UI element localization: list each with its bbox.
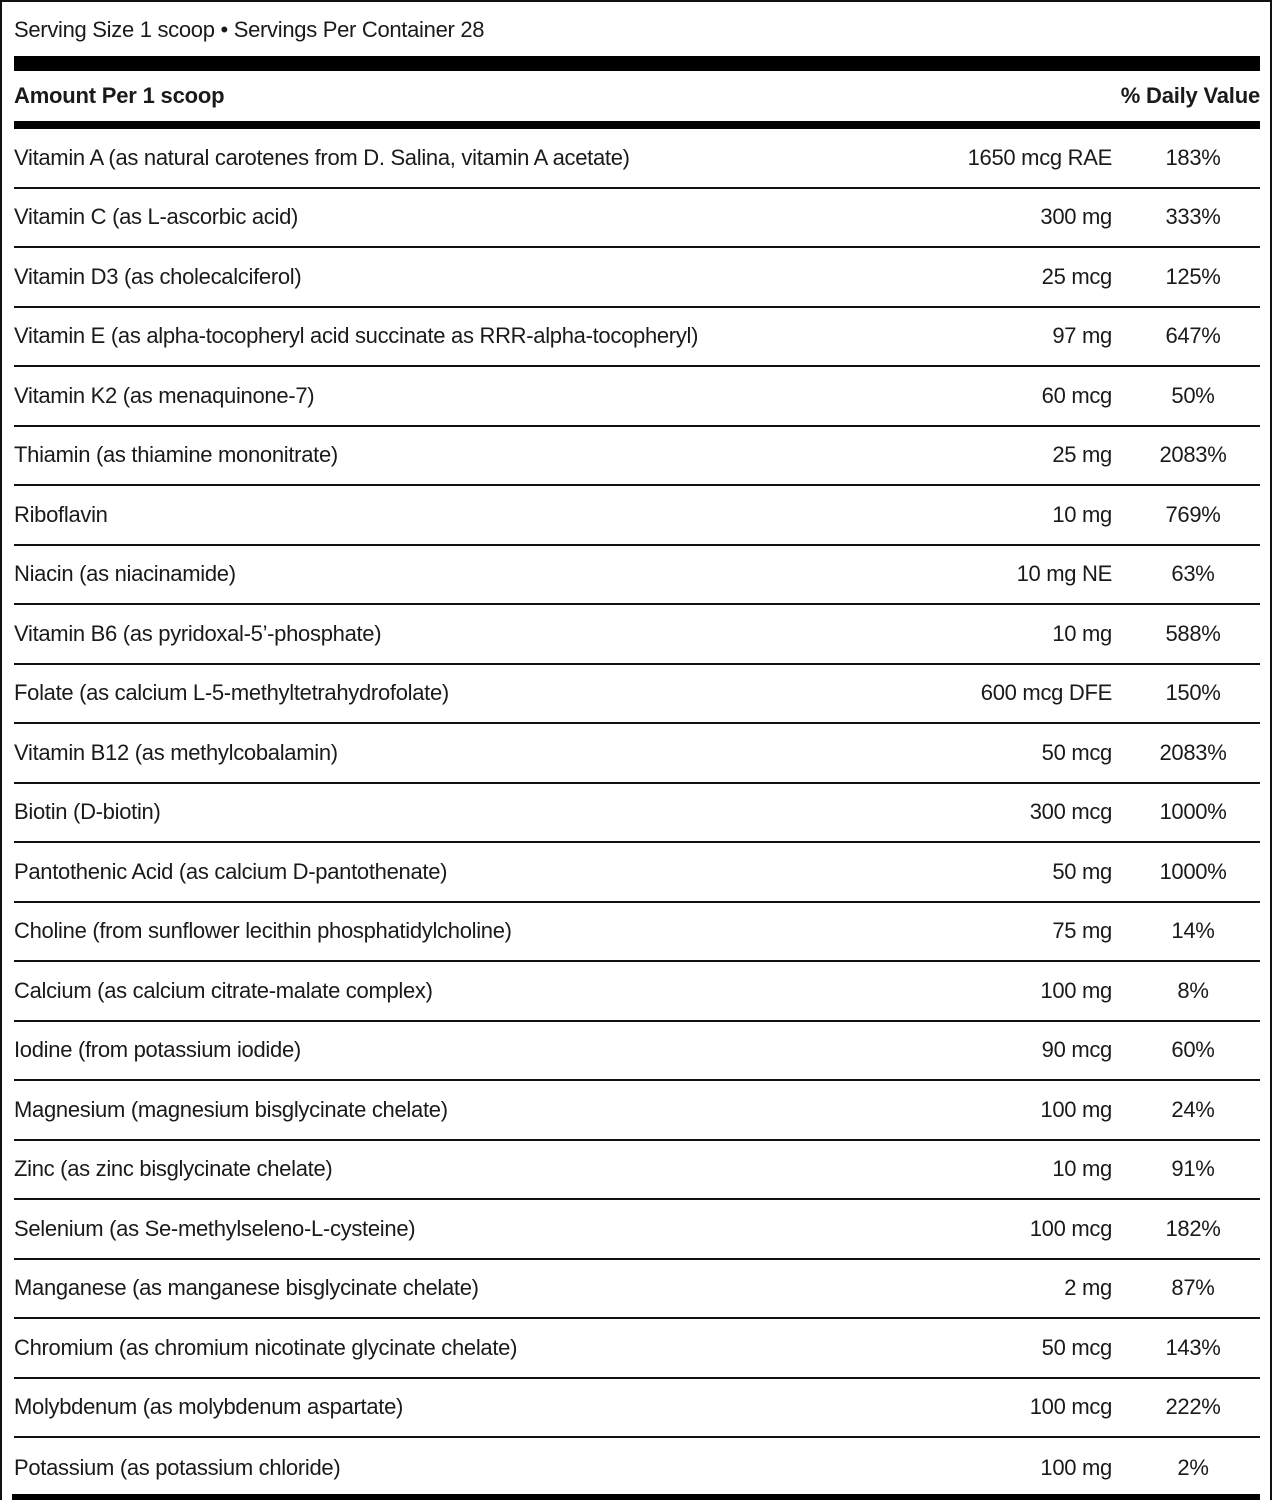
nutrient-name: Chromium (as chromium nicotinate glycinate chelate) [14,1334,518,1360]
nutrient-name: Vitamin B12 (as methylcobalamin) [14,739,338,765]
nutrient-daily-value: 647% [1165,323,1221,349]
nutrient-name: Zinc (as zinc bisglycinate chelate) [14,1156,333,1182]
nutrient-name: Vitamin A (as natural carotenes from D. Salina, vitamin A acetate) [14,144,630,170]
nutrient-daily-value: 588% [1165,620,1221,646]
thick-divider [14,56,1260,71]
nutrient-row [14,903,1260,963]
serving-info: Serving Size 1 scoop • Servings Per Container 28 [14,17,485,42]
nutrient-daily-value: 769% [1165,501,1221,527]
nutrient-daily-value: 222% [1165,1394,1221,1420]
nutrient-list [14,129,1260,1498]
nutrient-daily-value: 1000% [1159,799,1227,825]
amount-per-serving-header: Amount Per 1 scoop [14,83,225,108]
nutrient-name: Calcium (as calcium citrate-malate complex) [14,977,433,1003]
nutrient-daily-value: 91% [1171,1156,1215,1182]
nutrient-row [14,1022,1260,1082]
nutrient-name: Vitamin C (as L-ascorbic acid) [14,204,299,230]
nutrient-daily-value: 87% [1171,1275,1215,1301]
nutrient-row [14,665,1260,725]
column-header-row [14,71,1260,121]
nutrient-row [14,724,1260,784]
nutrient-row [14,189,1260,249]
header-divider [14,121,1260,129]
nutrient-name: Folate (as calcium L-5-methyltetrahydrofolate) [14,680,449,706]
nutrient-name: Magnesium (magnesium bisglycinate chelate) [14,1096,448,1122]
nutrient-daily-value: 2083% [1159,739,1227,765]
nutrient-amount: 100 mcg [1029,1394,1112,1420]
nutrient-daily-value: 1000% [1159,858,1227,884]
nutrient-amount: 50 mcg [1041,1334,1112,1360]
nutrient-name: Niacin (as niacinamide) [14,561,236,587]
nutrient-amount: 600 mcg DFE [980,680,1112,706]
nutrient-name: Iodine (from potassium iodide) [14,1037,301,1063]
nutrient-daily-value: 63% [1171,561,1215,587]
nutrient-daily-value: 60% [1171,1037,1215,1063]
nutrient-amount: 100 mcg [1029,1215,1112,1241]
nutrient-name: Riboflavin [14,501,108,527]
nutrient-amount: 60 mcg [1041,382,1112,408]
nutrient-amount: 90 mcg [1041,1037,1112,1063]
nutrient-row [14,605,1260,665]
nutrient-name: Manganese (as manganese bisglycinate chelate) [14,1275,479,1301]
nutrient-daily-value: 14% [1171,918,1215,944]
nutrient-row [14,129,1260,189]
nutrient-name: Choline (from sunflower lecithin phosphatidylcholine) [14,918,512,944]
nutrient-row [14,1379,1260,1439]
nutrient-row [14,308,1260,368]
nutrient-amount: 50 mg [1052,858,1112,884]
nutrient-name: Vitamin B6 (as pyridoxal-5’-phosphate) [14,620,382,646]
nutrient-row [14,486,1260,546]
nutrient-row [14,843,1260,903]
nutrient-daily-value: 8% [1177,977,1209,1003]
nutrient-daily-value: 143% [1165,1334,1221,1360]
nutrient-row [14,1200,1260,1260]
nutrient-amount: 97 mg [1052,323,1112,349]
nutrient-amount: 300 mg [1040,204,1112,230]
nutrient-daily-value: 2083% [1159,442,1227,468]
nutrient-daily-value: 183% [1165,144,1221,170]
nutrient-row [14,1141,1260,1201]
daily-value-header: % Daily Value [1120,83,1260,108]
nutrient-row [14,1260,1260,1320]
nutrient-daily-value: 50% [1171,382,1215,408]
nutrient-row [14,1438,1260,1498]
nutrient-amount: 75 mg [1052,918,1112,944]
nutrient-name: Biotin (D-biotin) [14,799,161,825]
nutrient-amount: 100 mg [1040,1096,1112,1122]
nutrient-name: Potassium (as potassium chloride) [14,1454,341,1480]
nutrient-daily-value: 24% [1171,1096,1215,1122]
nutrient-amount: 25 mcg [1041,263,1112,289]
nutrient-row [14,546,1260,606]
nutrient-amount: 10 mg [1052,620,1112,646]
nutrient-row [14,784,1260,844]
nutrient-daily-value: 150% [1165,680,1221,706]
nutrient-row [14,248,1260,308]
nutrient-amount: 100 mg [1040,1454,1112,1480]
nutrient-amount: 10 mg [1052,1156,1112,1182]
nutrient-amount: 2 mg [1064,1275,1112,1301]
nutrient-row [14,962,1260,1022]
nutrient-name: Vitamin E (as alpha-tocopheryl acid succinate as RRR-alpha-tocopheryl) [14,323,699,349]
nutrient-daily-value: 125% [1165,263,1221,289]
nutrient-amount: 10 mg NE [1016,561,1112,587]
nutrient-daily-value: 182% [1165,1215,1221,1241]
nutrient-name: Molybdenum (as molybdenum aspartate) [14,1394,404,1420]
nutrient-amount: 50 mcg [1041,739,1112,765]
nutrient-name: Vitamin D3 (as cholecalciferol) [14,263,302,289]
nutrient-name: Vitamin K2 (as menaquinone-7) [14,382,315,408]
nutrient-amount: 100 mg [1040,977,1112,1003]
nutrient-name: Selenium (as Se-methylseleno-L-cysteine) [14,1215,416,1241]
nutrient-daily-value: 2% [1177,1454,1209,1480]
nutrient-amount: 10 mg [1052,501,1112,527]
nutrient-amount: 25 mg [1052,442,1112,468]
nutrient-row [14,1081,1260,1141]
nutrient-row [14,1319,1260,1379]
bottom-divider [12,1494,1260,1500]
nutrient-amount: 1650 mcg RAE [967,144,1112,170]
nutrient-amount: 300 mcg [1029,799,1112,825]
nutrient-daily-value: 333% [1165,204,1221,230]
nutrient-row [14,367,1260,427]
nutrient-name: Pantothenic Acid (as calcium D-pantothenate) [14,858,448,884]
nutrient-row [14,427,1260,487]
nutrient-name: Thiamin (as thiamine mononitrate) [14,442,338,468]
